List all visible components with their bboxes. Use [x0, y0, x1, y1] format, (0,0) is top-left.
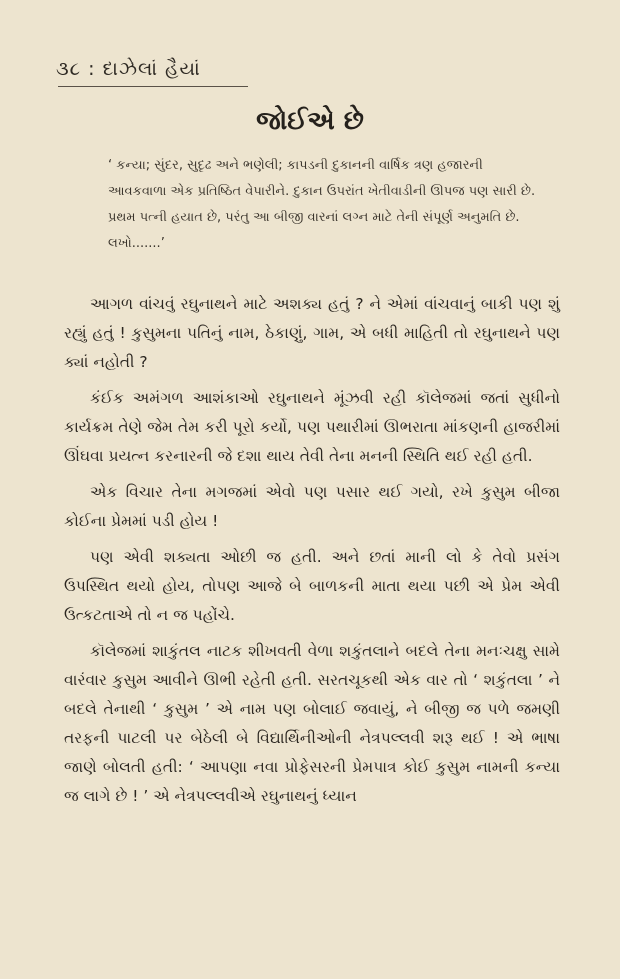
paragraph: એક વિચાર તેના મગજમાં એવો પણ પસાર થઈ ગયો, રખે કુસુમ બીજા કોઈના પ્રેમમાં પડી હોય ! [64, 483, 560, 530]
chapter-title: જોઈએ છે [256, 106, 364, 136]
header-rule [58, 86, 248, 87]
body-text [64, 290, 560, 818]
paragraph: પણ એવી શક્યતા ઓછી જ હતી. અને છતાં માની લો કે તેવો પ્રસંગ ઉપસ્થિત થયો હોય, તોપણ આજે બે બાળકની માતા થયા પછી એ પ્રેમ એવી ઉત્કટતાએ તો ન જ પહોંચે. [64, 548, 560, 624]
paragraph: આગળ વાંચવું રઘુનાથને માટે અશક્ય હતું ? ને એમાં વાંચવાનું બાકી પણ શું રહ્યું હતું ! કુસુમના પતિનું નામ, ઠેકાણું, ગામ, એ બધી માહિતી તો રઘુનાથને પણ ક્યાં નહોતી ? [64, 295, 560, 371]
advertisement-quote [108, 153, 538, 257]
paragraph: કૉલેજમાં શાકુંતલ નાટક શીખવતી વેળા શકુંતલાને બદલે તેના મનઃચક્ષુ સામે વારંવાર કુસુમ આવીને ઊભી રહેતી હતી. સરતચૂકથી એક વાર તો ‘ શકુંતલા ’ ને બદલે તેનાથી ‘ કુસુમ ’ એ નામ પણ બોલાઈ જવાયું, ને બીજી જ પળે જમણી તરફની પાટલી પર બેઠેલી બે વિદ્યાર્થિનીઓની નેત્રપલ્લવી શરૂ થઈ ! એ ભાષા જાણે બોલતી હતી: ‘ આપણા નવા પ્રોફેસરની પ્રેમપાત્ર કોઈ કુસુમ નામની કન્યા જ લાગે છે ! ’ એ નેત્રપલ્લવીએ રઘુનાથનું ધ્યાન [64, 642, 560, 805]
paragraph: કંઈક અમંગળ આશંકાઓ રઘુનાથને મૂંઝવી રહી કૉલેજમાં જતાં સુધીનો કાર્યક્રમ તેણે જેમ તેમ કરી પૂરો કર્યો, પણ પથારીમાં ઊભરાતા માંકણની હાજરીમાં ઊંઘવા પ્રયત્ન કરનારની જે દશા થાય તેવી તેના મનની સ્થિતિ થઈ રહી હતી. [64, 389, 560, 465]
quote-text: ‘ કન્યા; સુંદર, સુદૃઢ અને ભણેલી; કાપડની દુકાનની વાર્ષિક ત્રણ હજારની આવકવાળા એક પ્રતિષ્ઠિત વેપારીને. દુકાન ઉપરાંત ખેતીવાડીની ઊપજ પણ સારી છે. પ્રથમ પત્ની હયાત છે, પરંતુ આ બીજી વારનાં લગ્ન માટે તેની સંપૂર્ણ અનુમતિ છે. લખો.......’ [108, 158, 536, 251]
running-header: ૩૮ : દાઝેલાં હૈયાં [56, 58, 201, 80]
